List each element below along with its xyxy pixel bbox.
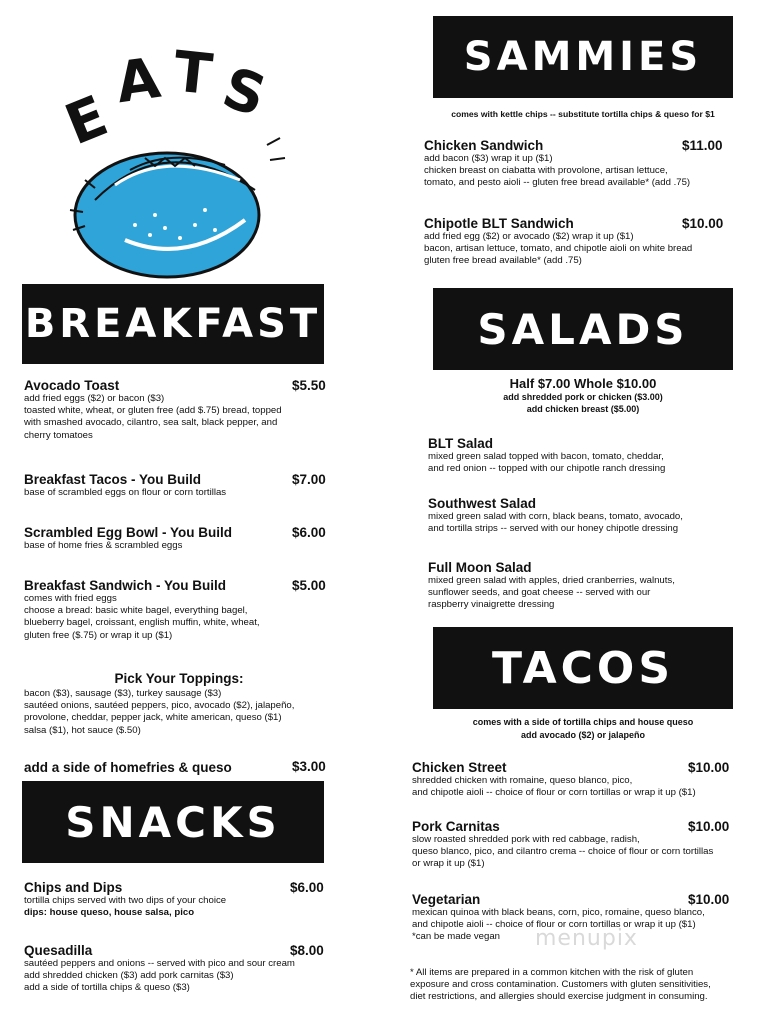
item-description: base of scrambled eggs on flour or corn tortillas xyxy=(24,487,227,498)
breakfast-banner xyxy=(22,284,324,364)
menu-item xyxy=(424,138,734,190)
side-label: add a side of homefries & queso xyxy=(24,760,232,775)
menu-item xyxy=(412,819,757,871)
item-name: Vegetarian xyxy=(412,892,481,907)
menu-item xyxy=(24,378,334,442)
item-description: comes with fried eggs choose a bread: basic white bagel, everything bagel, blueberry bagel, croissant, english muffin, white, wheat, gluten free ($.75) or wrap it up ($1) xyxy=(24,593,260,641)
tacos-note: comes with a side of tortilla chips and house queso xyxy=(472,717,694,727)
item-name: Breakfast Tacos - You Build xyxy=(24,472,202,487)
menu-item xyxy=(428,560,758,612)
toppings-list: bacon ($3), sausage ($3), turkey sausage ($3) sautéed onions, sautéed peppers, pico, avocado ($2), jalapeño, provolone, cheddar, pepper jack, white american, queso ($1) salsa ($1), hot sauce ($.50) xyxy=(24,688,295,736)
logo-letter-a: A xyxy=(112,45,165,117)
taco-icon xyxy=(70,138,285,277)
item-name: Chicken Street xyxy=(412,760,507,775)
logo-letter-t: T xyxy=(170,40,216,109)
menu-item xyxy=(24,943,334,995)
logo-letter-e: E xyxy=(56,83,117,159)
menu-item xyxy=(24,472,334,499)
tacos-notes xyxy=(400,716,766,742)
toppings-section xyxy=(24,671,334,737)
item-price: $10.00 xyxy=(688,892,730,907)
item-name: Quesadilla xyxy=(24,943,93,958)
item-name: Pork Carnitas xyxy=(412,819,500,834)
item-price: $5.00 xyxy=(292,578,326,593)
item-price: $6.00 xyxy=(292,525,326,540)
item-description: shredded chicken with romaine, queso blanco, pico, and chipotle aioli -- choice of flour or corn tortillas or wrap it up ($1) xyxy=(412,775,696,799)
salads-title: SALADS xyxy=(477,304,689,354)
tacos-banner xyxy=(433,627,733,709)
snacks-banner xyxy=(22,781,324,863)
menu-item xyxy=(412,760,757,799)
eats-logo xyxy=(55,40,295,280)
sammies-banner xyxy=(433,16,733,98)
side-addon xyxy=(24,759,334,777)
menu-item xyxy=(428,436,758,475)
logo-graphic xyxy=(55,40,295,280)
item-price: $7.00 xyxy=(292,472,326,487)
item-description: add bacon ($3) wrap it up ($1) chicken breast on ciabatta with provolone, artisan lettuce, tomato, and pesto aioli -- gluten free bread available* (add .75) xyxy=(424,153,691,189)
tacos-title: TACOS xyxy=(491,642,675,694)
menu-item xyxy=(24,578,334,642)
item-description: base of home fries & scrambled eggs xyxy=(24,540,183,551)
item-name: Southwest Salad xyxy=(428,496,537,511)
sammies-note: comes with kettle chips -- substitute tortilla chips & queso for $1 xyxy=(451,109,715,119)
item-name: Breakfast Sandwich - You Build xyxy=(24,578,227,593)
item-name: Chipotle BLT Sandwich xyxy=(424,216,574,231)
item-description: sautéed peppers and onions -- served with pico and sour cream add shredded chicken ($3) add pork carnitas ($3) add a side of tortilla chips & queso ($3) xyxy=(24,958,295,994)
salads-price-line: Half $7.00 Whole $10.00 xyxy=(509,376,657,391)
menu-item xyxy=(424,216,734,268)
item-description: mixed green salad topped with bacon, tomato, cheddar, and red onion -- topped with our chipotle ranch dressing xyxy=(428,451,666,475)
tacos-note: add avocado ($2) or jalapeño xyxy=(520,730,646,740)
item-name: Chicken Sandwich xyxy=(424,138,544,153)
item-price: $10.00 xyxy=(682,216,724,231)
toppings-title: Pick Your Toppings: xyxy=(114,671,244,686)
sammies-title: SAMMIES xyxy=(463,34,703,80)
item-name: Full Moon Salad xyxy=(428,560,532,575)
item-description: slow roasted shredded pork with red cabbage, radish, queso blanco, pico, and cilantro crema -- choice of flour or corn tortillas or wrap it up ($1) xyxy=(412,834,714,870)
logo-letter-s: S xyxy=(214,55,274,130)
menu-item xyxy=(24,525,334,552)
item-price: $6.00 xyxy=(290,880,324,895)
item-description: mexican quinoa with black beans, corn, pico, romaine, queso blanco, and chipotle aioli -- choice of flour or corn tortillas or wrap it up ($1) *can be made vegan xyxy=(412,907,705,943)
item-description: tortilla chips served with two dips of your choice dips: house queso, house salsa, pico xyxy=(24,895,227,919)
side-price: $3.00 xyxy=(292,759,326,774)
breakfast-title: BREAKFAST xyxy=(24,301,322,347)
item-price: $10.00 xyxy=(688,819,730,834)
watermark: menupix xyxy=(535,926,638,951)
item-description: mixed green salad with apples, dried cranberries, walnuts, sunflower seeds, and goat cheese -- served with our raspberry vinaigrette dressing xyxy=(428,575,675,611)
item-name: Avocado Toast xyxy=(24,378,120,393)
menu-item xyxy=(428,496,758,535)
salads-banner xyxy=(433,288,733,370)
item-description: add fried eggs ($2) or bacon ($3) toasted white, wheat, or gluten free (add $.75) bread, topped with smashed avocado, cilantro, sea salt, black pepper, and cherry tomatoes xyxy=(24,393,282,441)
salads-pricing xyxy=(400,376,766,415)
item-name: BLT Salad xyxy=(428,436,494,451)
salads-addon: add shredded pork or chicken ($3.00) xyxy=(503,392,663,402)
item-description: add fried egg ($2) or avocado ($2) wrap it up ($1) bacon, artisan lettuce, tomato, and chipotle aioli on white bread gluten free bread available* (add .75) xyxy=(424,231,693,267)
item-name: Scrambled Egg Bowl - You Build xyxy=(24,525,233,540)
item-description: mixed green salad with corn, black beans, tomato, avocado, and tortilla strips -- served with our honey chipotle dressing xyxy=(428,511,683,535)
item-price: $8.00 xyxy=(290,943,324,958)
item-price: $5.50 xyxy=(292,378,326,393)
item-price: $10.00 xyxy=(688,760,730,775)
salads-addon: add chicken breast ($5.00) xyxy=(526,404,640,414)
snacks-title: SNACKS xyxy=(65,797,281,847)
menu-item xyxy=(24,880,334,919)
item-name: Chips and Dips xyxy=(24,880,123,895)
allergy-disclaimer: * All items are prepared in a common kitchen with the risk of gluten exposure and cross contamination. Customers with gluten sensitivities, diet restrictions, and allergies should exercise judgment in consuming. xyxy=(410,967,711,1003)
item-price: $11.00 xyxy=(682,138,723,153)
